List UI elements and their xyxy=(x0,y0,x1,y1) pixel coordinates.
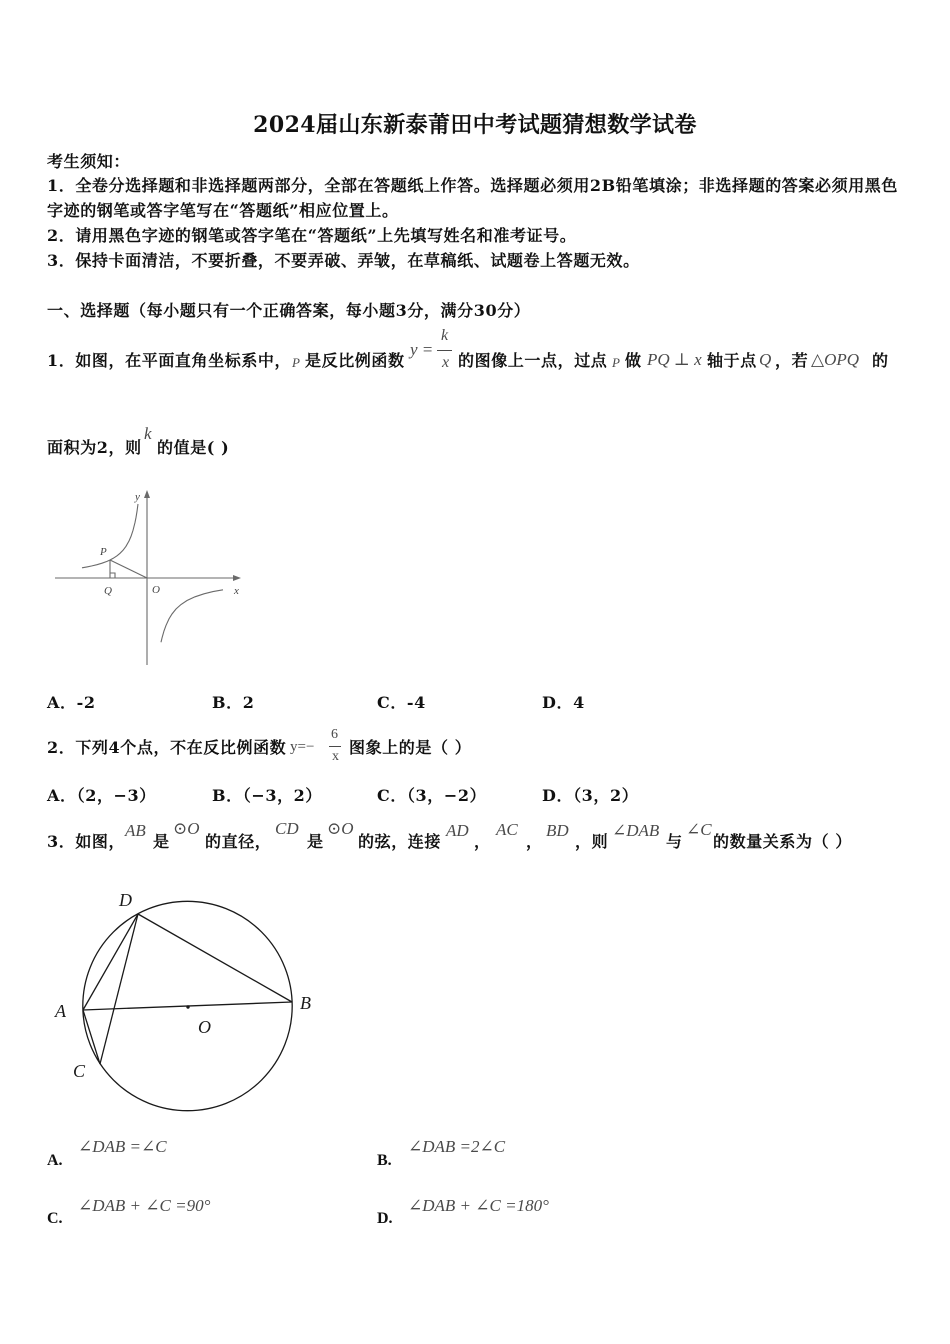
segment-ad xyxy=(83,914,138,1010)
label-o: O xyxy=(152,584,160,596)
q1-function-lhs: y = xyxy=(410,340,434,359)
label-o: O xyxy=(198,1017,211,1037)
q2-option-c: C．（3，−2） xyxy=(377,786,487,805)
q3-text-10: 的数量关系为（ ） xyxy=(713,832,852,851)
q3-text-3: 的直径， xyxy=(205,832,272,851)
q3-option-c-expr: ∠DAB + ∠C =90° xyxy=(78,1196,211,1215)
q3-text-6: ， xyxy=(474,832,491,851)
q1-function-denominator: x xyxy=(442,354,450,371)
q3-math-cd: CD xyxy=(275,819,299,838)
hyperbola-branch-fourth-quadrant xyxy=(161,590,223,643)
label-a: A xyxy=(55,1001,66,1021)
q2-function-denominator: x xyxy=(332,749,339,764)
q1-fraction-bar xyxy=(437,350,452,351)
q1-math-p: P xyxy=(292,355,300,370)
notice-line-4: 3．保持卡面清洁，不要折叠，不要弄破、弄皱，在草稿纸、试题卷上答题无效。 xyxy=(47,251,640,270)
q1-option-c: C．-4 xyxy=(377,693,426,712)
section-heading: 一、选择题（每小题只有一个正确答案，每小题3分，满分30分） xyxy=(47,301,531,320)
q3-option-b-expr: ∠DAB =2∠C xyxy=(408,1137,506,1156)
q1-math-k: k xyxy=(144,424,152,443)
q1-function-numerator: k xyxy=(441,327,449,344)
q1-figure-coordinate-plane xyxy=(50,485,250,670)
label-d: D xyxy=(119,890,132,910)
q2-text-2: 图象上的是（ ） xyxy=(349,738,472,757)
notice-heading: 考生须知： xyxy=(47,152,131,171)
page-title: 2024届山东新泰莆田中考试题猜想数学试卷 xyxy=(253,112,697,138)
q1-text-4: 做 xyxy=(625,351,642,370)
notice-line-2: 字迹的钢笔或答字笔写在“答题纸”相应位置上。 xyxy=(47,201,399,220)
q2-function-lhs: y=− xyxy=(290,739,315,755)
label-y: y xyxy=(135,491,140,503)
q3-text-7: ， xyxy=(526,832,543,851)
q1-text-6: ，若 xyxy=(775,351,809,370)
q1-option-b: B．2 xyxy=(212,693,255,712)
q3-figure-circle xyxy=(50,885,325,1115)
q1-text-5: 轴于点 xyxy=(707,351,757,370)
q3-math-circle-o-2: ⊙O xyxy=(327,819,354,838)
q3-math-bd: BD xyxy=(546,821,569,840)
label-b: B xyxy=(300,993,311,1013)
q3-math-circle-o: ⊙O xyxy=(173,819,200,838)
q1-option-a: A．-2 xyxy=(47,693,96,712)
q1-option-d: D．4 xyxy=(542,693,585,712)
label-q: Q xyxy=(104,585,112,597)
x-axis-arrow xyxy=(233,575,241,581)
q3-option-d-label: D. xyxy=(377,1210,393,1227)
notice-line-3: 2．请用黑色字迹的钢笔或答字笔在“答题纸”上先填写姓名和准考证号。 xyxy=(47,226,577,245)
q2-text-1: 2．下列4个点，不在反比例函数 xyxy=(47,738,287,757)
segment-bd xyxy=(138,914,292,1002)
q3-option-d-expr: ∠DAB + ∠C =180° xyxy=(408,1196,549,1215)
q1-text-8: 面积为2，则 xyxy=(47,438,142,457)
q3-math-angle-dab: ∠DAB xyxy=(612,821,660,840)
q3-text-5: 的弦，连接 xyxy=(358,832,442,851)
q1-math-triangle-opq: △OPQ xyxy=(811,350,860,369)
chord-cd xyxy=(100,914,138,1064)
q3-option-b-label: B. xyxy=(377,1152,392,1169)
q3-math-ad: AD xyxy=(446,821,469,840)
q1-text-1: 1．如图，在平面直角坐标系中， xyxy=(47,351,292,370)
q3-text-2: 是 xyxy=(153,832,170,851)
q3-text-4: 是 xyxy=(307,832,324,851)
q1-text-3: 的图像上一点，过点 xyxy=(458,351,608,370)
q3-math-angle-c: ∠C xyxy=(686,820,712,839)
q1-math-q: Q xyxy=(759,350,772,369)
q1-math-p-2: P xyxy=(612,355,620,370)
hyperbola-branch-second-quadrant xyxy=(82,504,138,568)
label-p: P xyxy=(100,546,107,558)
q3-option-a-expr: ∠DAB =∠C xyxy=(78,1137,167,1156)
q3-text-1: 3．如图， xyxy=(47,832,126,851)
q1-math-pq-perp-x: PQ ⊥ x xyxy=(647,350,702,369)
q3-math-ab: AB xyxy=(125,821,146,840)
q3-math-ac: AC xyxy=(496,820,518,839)
q1-text-7: 的 xyxy=(872,351,889,370)
y-axis-arrow xyxy=(144,490,150,498)
q2-option-b: B．（−3，2） xyxy=(212,786,322,805)
right-angle-mark xyxy=(110,573,115,578)
segment-ac xyxy=(83,1010,100,1064)
q3-option-c-label: C. xyxy=(47,1210,63,1227)
q1-text-2: 是反比例函数 xyxy=(305,351,405,370)
label-c: C xyxy=(73,1061,86,1081)
q2-option-d: D．（3，2） xyxy=(542,786,639,805)
center-point-o xyxy=(186,1005,189,1008)
q2-function-numerator: 6 xyxy=(331,727,338,742)
q1-text-9: 的值是( ) xyxy=(157,438,230,457)
label-x: x xyxy=(234,585,239,597)
notice-line-1: 1．全卷分选择题和非选择题两部分，全部在答题纸上作答。选择题必须用2B铅笔填涂；非选择题的答案必须用黑色 xyxy=(47,176,898,195)
q3-text-9: 与 xyxy=(666,832,683,851)
q2-option-a: A．（2，−3） xyxy=(47,786,156,805)
q3-option-a-label: A. xyxy=(47,1152,63,1169)
q3-text-8: ，则 xyxy=(575,832,609,851)
